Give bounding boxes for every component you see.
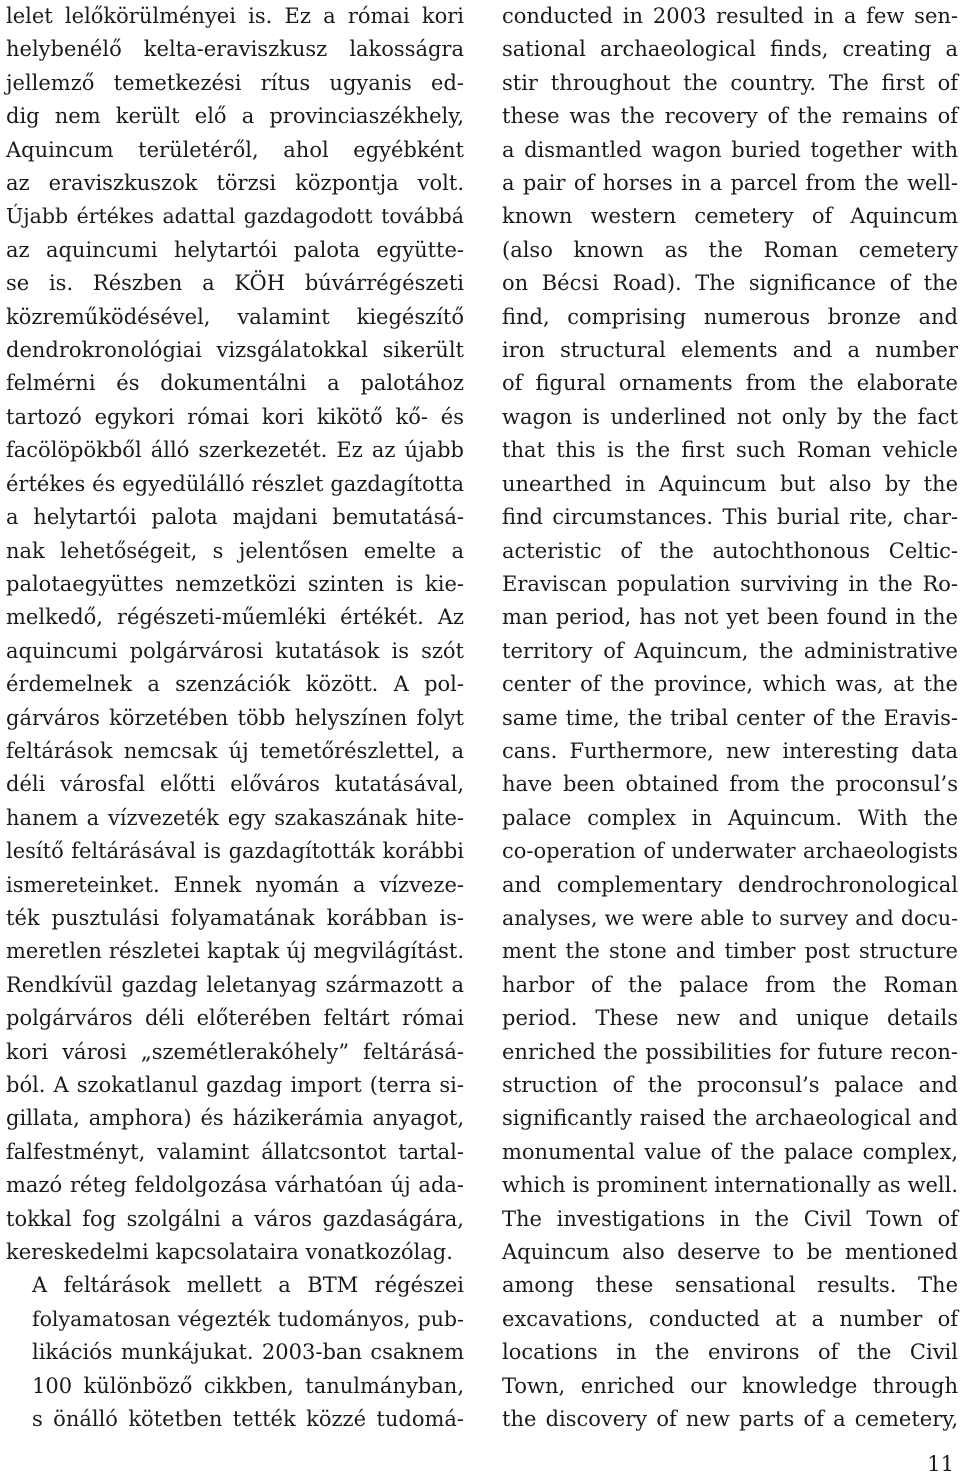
text-line: sational archaeological finds, creating a [502, 37, 958, 62]
text-line: felmérni és dokumentálni a palotához [6, 371, 464, 396]
text-line: Rendkívül gazdag leletanyag származott a [6, 972, 464, 997]
text-line: az aquincumi helytartói palota együtte- [6, 237, 464, 262]
english-paragraph [502, 0, 958, 1436]
text-line: melkedő, régészeti-műemléki értékét. Az [6, 605, 464, 630]
text-line: cans. Furthermore, new interesting data [502, 738, 958, 763]
text-line: gillata, amphora) és házikerámia anyagot, [6, 1106, 464, 1131]
text-line: stir throughout the country. The first of [502, 70, 958, 95]
english-text-column [502, 0, 958, 1436]
text-line: feltárások nemcsak új temetőrészlettel, a [6, 738, 464, 763]
text-line: Town, enriched our knowledge through [502, 1373, 958, 1398]
text-line: co-operation of underwater archaeologists [502, 839, 958, 864]
text-line: az eraviszkuszok törzsi központja volt. [6, 171, 464, 196]
text-line: gárváros körzetében több helyszínen folyt [6, 705, 464, 730]
text-line: palace complex in Aquincum. With the [502, 805, 958, 830]
text-line: enriched the possibilities for future recon- [502, 1039, 958, 1064]
text-line: tokkal fog szolgálni a város gazdaságára, [6, 1206, 464, 1231]
text-line: struction of the proconsul’s palace and [502, 1073, 958, 1097]
text-line: Eraviscan population surviving in the Ro- [502, 571, 958, 596]
text-line: 100 különböző cikkben, tanulmányban, [32, 1373, 464, 1398]
text-line: polgárváros déli előterében feltárt római [6, 1006, 464, 1031]
text-line: period. These new and unique details [502, 1006, 958, 1031]
text-line: analyses, we were able to survey and docu- [502, 905, 958, 930]
text-line: harbor of the palace from the Roman [502, 972, 958, 997]
text-line: the discovery of new parts of a cemetery, [502, 1407, 958, 1432]
text-line: wagon is underlined not only by the fact [502, 404, 958, 429]
text-line: ment the stone and timber post structure [502, 939, 958, 964]
text-line: conducted in 2003 resulted in a few sen- [502, 4, 958, 28]
text-line: which is prominent internationally as well. [502, 1173, 958, 1198]
text-line: known western cemetery of Aquincum [502, 204, 958, 229]
text-line: A feltárások mellett a BTM régészei [32, 1273, 464, 1298]
text-line: s önálló kötetben tették közzé tudomá- [32, 1407, 464, 1432]
text-line: center of the province, which was, at the [502, 672, 958, 697]
text-line: these was the recovery of the remains of [502, 104, 958, 129]
text-line: tartozó egykori római kori kikötő kő- és [6, 404, 464, 429]
text-line: Újabb értékes adattal gazdagodott továbbá [6, 204, 464, 229]
text-line: aquincumi polgárvárosi kutatások is szót [6, 638, 464, 663]
text-line: significantly raised the archaeological and [502, 1106, 958, 1131]
text-line: that this is the first such Roman vehicle [502, 438, 958, 463]
text-line: (also known as the Roman cemetery [502, 237, 958, 262]
text-line: lesítő feltárásával is gazdagították korábbi [6, 839, 464, 864]
text-line: közreműködésével, valamint kiegészítő [6, 304, 464, 329]
text-line: find, comprising numerous bronze and [502, 304, 958, 329]
text-line: excavations, conducted at a number of [502, 1306, 958, 1331]
text-line: dig nem került elő a provinciaszékhely, [6, 104, 464, 129]
text-line: hanem a vízvezeték egy szakaszának hite- [6, 805, 464, 830]
text-line: unearthed in Aquincum but also by the [502, 471, 958, 496]
text-line: find circumstances. This burial rite, char- [502, 505, 958, 530]
text-line: falfestményt, valamint állatcsontot tartal- [6, 1139, 464, 1164]
text-line: kereskedelmi kapcsolataira vonatkozólag. [6, 1240, 453, 1265]
text-line: territory of Aquincum, the administrative [502, 638, 958, 663]
text-line: and complementary dendrochronological [502, 872, 958, 897]
text-line: értékes és egyedülálló részlet gazdagította [6, 471, 464, 496]
text-line: on Bécsi Road). The significance of the [502, 271, 958, 296]
hungarian-paragraph-1 [6, 0, 464, 1269]
text-line: likációs munkájukat. 2003-ban csaknem [32, 1340, 464, 1365]
text-line: helybenélő kelta-eraviszkusz lakosságra [6, 37, 464, 62]
hungarian-text-column [6, 0, 464, 1436]
text-line: Aquincum területéről, ahol egyébként [6, 137, 464, 162]
text-line: a dismantled wagon buried together with [502, 137, 958, 162]
text-line: a pair of horses in a parcel from the well- [502, 171, 958, 196]
text-line: a helytartói palota majdani bemutatásá- [6, 505, 464, 530]
text-line: meretlen részletei kaptak új megvilágítást. [6, 939, 464, 964]
text-line: dendrokronológiai vizsgálatokkal sikerült [6, 338, 464, 363]
text-line: déli városfal előtti előváros kutatásával, [6, 772, 464, 797]
text-line: iron structural elements and a number [502, 338, 958, 363]
page-number: 11 [927, 1452, 954, 1476]
text-line: palotaegyüttes nemzetközi szinten is kie- [6, 571, 464, 596]
text-line: man period, has not yet been found in the [502, 605, 958, 630]
text-line: ték pusztulási folyamatának korábban is- [6, 905, 464, 930]
text-line: monumental value of the palace complex, [502, 1139, 958, 1164]
text-line: ból. A szokatlanul gazdag import (terra si- [6, 1073, 464, 1097]
text-line: of figural ornaments from the elaborate [502, 371, 958, 396]
text-line: se is. Részben a KÖH búvárrégészeti [6, 271, 464, 296]
hungarian-paragraph-2 [6, 1269, 464, 1436]
text-line: érdemelnek a szenzációk között. A pol- [6, 672, 464, 697]
text-line: kori városi „szemétlerakóhely” feltárásá- [6, 1039, 464, 1064]
text-line: lelet lelőkörülményei is. Ez a római kori [6, 4, 464, 28]
text-line: jellemző temetkezési rítus ugyanis ed- [6, 70, 464, 95]
text-line: among these sensational results. The [502, 1273, 958, 1298]
text-line: folyamatosan végezték tudományos, pub- [32, 1306, 464, 1331]
text-line: facölöpökből álló szerkezetét. Ez az újabb [6, 438, 464, 463]
text-line: acteristic of the autochthonous Celtic- [502, 538, 958, 563]
text-line: The investigations in the Civil Town of [502, 1206, 958, 1231]
text-line: same time, the tribal center of the Eravis- [502, 705, 958, 730]
text-line: nak lehetőségeit, s jelentősen emelte a [6, 538, 464, 563]
text-line: have been obtained from the proconsul’s [502, 772, 958, 797]
text-line: locations in the environs of the Civil [502, 1340, 958, 1365]
text-line: Aquincum also deserve to be mentioned [502, 1240, 958, 1265]
text-line: mazó réteg feldolgozása várhatóan új ada- [6, 1173, 464, 1198]
text-line: ismereteinket. Ennek nyomán a vízveze- [6, 872, 464, 897]
